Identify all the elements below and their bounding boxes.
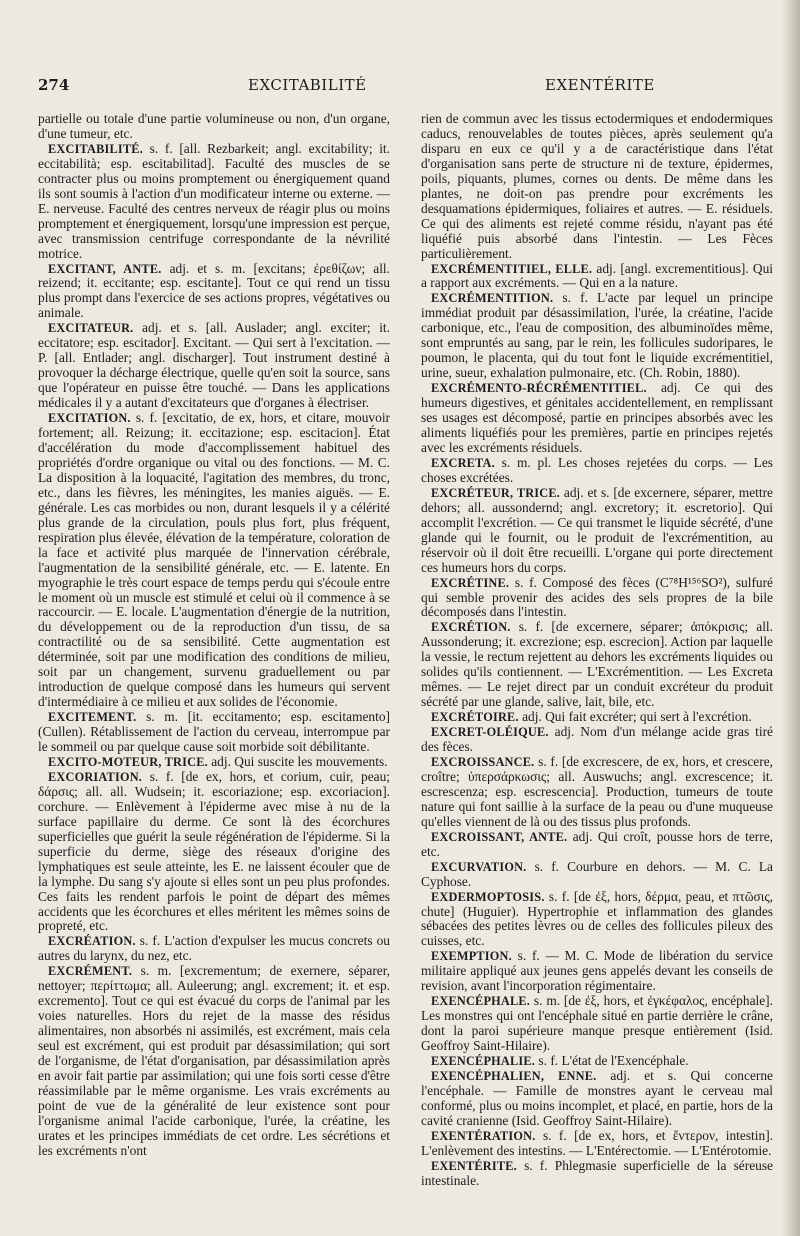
dictionary-entry: [421, 830, 773, 860]
entry-headword: EXCITO-MOTEUR, TRICE.: [48, 754, 208, 769]
entry-definition: s. f. [de excrescere, de ex, hors, et crescere, croître; ὑπερσάρκωσις; all. Auswuchs; angl. excrescence; it. escrescenza; esp. escrescencia]. Production, tumeurs de toute nature qui font saillie à la surface de la peau ou d'une muqueuse qu'elles viennent de là ou des tissus plus profonds.: [421, 753, 773, 829]
entry-definition: s. f. Phlegmasie superficielle de la séreuse intestinale.: [421, 1157, 773, 1188]
entry-definition: adj. et s. [de excernere, séparer, mettre dehors; all. aussondernd; angl. excretory; it. escretorio]. Qui accomplit l'excrétion. — Ce qui transmet le liquide sécrété, d'une glande qui le fournit, ou le produit de l'excrémentition, au réservoir où il doit être recueilli. L'organe qui porte directement ces humeurs hors du corps.: [421, 484, 773, 575]
entry-definition: s. f. [excitatio, de ex, hors, et citare, mouvoir fortement; all. Reizung; it. eccitazione; esp. escitacion]. État d'accélération du mode d'accomplissement habituel des propriétés d'ordre organique ou vital ou des fonctions. — M. C. La disposition à la loquacité, l'agitation des membres, du tronc, etc., dans les fièvres, les méningites, les manies aiguës. — E. générale. Les cas morbides ou non, durant lesquels il y a célérité plus grande de la circulation, pouls plus fort, plus fréquent, respiration plus élevée, élévation de la température, coloration de la face et activité plus marquée de l'innervation cérébrale, l'augmentation de la sensibilité générale, etc. — E. latente. En myographie le très court espace de temps perdu qui s'écoule entre le moment où un muscle est stimulé et celui où il commence à se raccourcir. — E. locale. L'augmentation d'énergie de la nutrition, du développement ou de la reproduction d'un tissu, de sa contractilité ou de sa sensibilité. Cette augmentation est déterminée, soit par une modification des conditions de milieu, soit par un changement, survenu graduellement ou par introduction de quelque composé dans les humeurs qui servent d'intermédiaire à ce milieu et aux solides de l'économie.: [38, 410, 390, 710]
entry-headword: EXENTÉRATION.: [431, 1128, 536, 1143]
dictionary-entry: [38, 411, 390, 710]
entry-definition: s. f. [de ex, hors, et ἔντερον, intestin]. L'enlèvement des intestins. — L'Entérectomie. — L'Entérotomie.: [421, 1127, 773, 1158]
entry-headword: EXCITATEUR.: [48, 321, 134, 336]
entry-definition: partielle ou totale d'une partie volumineuse ou non, d'un organe, d'une tumeur, etc.: [38, 112, 390, 141]
dictionary-entry: [421, 1129, 773, 1159]
dictionary-entry: [421, 620, 773, 710]
entry-headword: EXCITANT, ANTE.: [48, 261, 162, 276]
entry-headword: EXCROISSANCE.: [431, 754, 535, 769]
entry-headword: EXCURVATION.: [431, 859, 527, 874]
entry-definition: s. m. pl. Les choses rejetées du corps. — Les choses excrétées.: [421, 454, 773, 485]
dictionary-entry: [421, 890, 773, 950]
entry-headword: EXCRÉMENT.: [48, 964, 133, 979]
entry-headword: EXCITEMENT.: [48, 710, 137, 725]
running-head-left: EXCITABILITÉ: [248, 76, 367, 94]
entry-headword: EXCRÉATION.: [48, 934, 136, 949]
entry-headword: EXCRÉMENTITIEL, ELLE.: [431, 261, 593, 276]
text-columns: [38, 112, 778, 1207]
entry-headword: EXENCÉPHALIEN, ENNE.: [431, 1069, 597, 1083]
dictionary-entry: [421, 576, 773, 621]
dictionary-entry: [421, 755, 773, 830]
entry-definition: s. f. [all. Rezbarkeit; angl. excitability; it. eccitabilità; esp. escitabilitad]. Faculté des muscles de se contracter plus ou moins promptement ou énergiquement quand ils sont soumis à l'action d'un modificateur interne ou externe. — E. nerveuse. Faculté des centres nerveux de réagir plus ou moins promptement et énergiquement, lorsqu'une impression est perçue, avec transmission centrifuge correspondante de la névrilité motrice.: [38, 140, 390, 261]
dictionary-entry: [421, 949, 773, 994]
entry-definition: s. f. L'action d'expulser les mucus concrets ou autres du larynx, du nez, etc.: [38, 933, 390, 964]
entry-definition: s. m. [excrementum; de exernere, séparer, nettoyer; περίττωμα; all. Auleerung; angl. excrement; it. et esp. excremento]. Tout ce qui est évacué du corps de l'animal par les voies naturelles. Hors du rejet de la masse des résidus alimentaires, non absorbés ni assimilés, est excrément, mais cela seul est excrément, qui est produit par désassimilation; qui sort de l'organisme, de l'état d'organisation, par désassimilation après en avoir fait partie par assimilation; qui une fois sorti cesse d'être réassimilable par le même organisme. Les vrais excréments au point de vue de la généralité de leur existence sont pour l'organisme animal l'acide carbonique, l'urée, la créatine, les urates et les principes immédiats de cet ordre. Les sécrétions et les excréments n'ont: [38, 963, 390, 1158]
entry-definition: adj. Qui fait excréter; qui sert à l'excrétion.: [518, 709, 752, 725]
entry-headword: EXCRETA.: [431, 455, 495, 470]
entry-headword: EXCRET-OLÉIQUE.: [431, 725, 549, 740]
entry-headword: EXENTÉRITE.: [431, 1158, 517, 1173]
page-number: 274: [38, 76, 70, 94]
entry-definition: adj. et s. Qui concerne l'encéphale. — Famille de monstres ayant le cerveau mal conformé, plus ou moins incomplet, et placé, en partie, hors de la cavité cranienne (Isid. Geoffroy Saint-Hilaire).: [421, 1068, 773, 1128]
dictionary-entry: [421, 486, 773, 576]
dictionary-entry: [38, 934, 390, 964]
entry-definition: s. f. [de excernere, séparer; ἀπόκρισις; all. Aussonderung; it. excrezione; esp. escrecion]. Action par laquelle la vessie, le rectum rejettent au dehors les excréments liquides ou solides qu'ils contiennent. — L'Excrémentition. — Les Excreta mêmes. — Le rejet direct par un conduit excréteur du produit sécrété par une glande, salive, lait, bile, etc.: [421, 619, 773, 710]
entry-definition: s. f. Composé des fèces (C⁷⁸H¹⁵⁶SO²), sulfuré qui semble provenir des acides des sels propres de la bile décomposés dans l'intestin.: [421, 574, 773, 620]
entry-definition: adj. Ce qui des humeurs digestives, et génitales accidentellement, en remplissant ses usages est décomposé, partie en principes absorbés avec les aliments liquéfiés pour les premières, partie en principes rejetés avec les excréments résiduels.: [421, 380, 773, 455]
dictionary-entry: [38, 142, 390, 262]
entry-headword: EXCRÉTION.: [431, 620, 511, 635]
entry-definition: s. m. [it. eccitamento; esp. escitamento] (Cullen). Rétablissement de l'action du cerveau, interrompue par le sommeil ou par quelque cause soit morbide soit débilitante.: [38, 709, 390, 755]
entry-definition: adj. Nom d'un mélange acide gras tiré des fèces.: [421, 724, 773, 755]
entry-headword: EXCRÉTOIRE.: [431, 710, 519, 725]
dictionary-entry: [38, 262, 390, 322]
dictionary-entry: [38, 710, 390, 755]
dictionary-entry: [421, 1054, 773, 1069]
entry-definition: adj. [angl. excrementitious]. Qui a rapport aux excréments. — Qui en a la nature.: [421, 260, 773, 291]
dictionary-entry: [421, 710, 773, 725]
entry-headword: EXCRÉTEUR, TRICE.: [431, 485, 561, 500]
entry-definition: adj. Qui suscite les mouvements.: [207, 753, 388, 769]
left-column: [38, 112, 390, 1207]
entry-headword: EXENCÉPHALIE.: [431, 1054, 536, 1069]
dictionary-entry: [421, 1069, 773, 1129]
dictionary-entry: [421, 112, 773, 262]
entry-definition: s. f. — M. C. Mode de libération du service militaire appliqué aux jeunes gens appelés devant les conseils de revision, avant l'incorporation régimentaire.: [421, 948, 773, 994]
entry-headword: EXCITATION.: [48, 411, 131, 426]
entry-definition: adj. Qui croît, pousse hors de terre, etc.: [421, 828, 773, 859]
entry-headword: EXDERMOPTOSIS.: [431, 889, 545, 904]
page-header: [38, 76, 773, 102]
dictionary-entry: [38, 112, 390, 142]
dictionary-entry: [421, 291, 773, 381]
entry-definition: s. f. [de ex, hors, et corium, cuir, peau; δάρσις; all. all. Wudsein; it. escoriazione; esp. excoriacion]. corchure. — Enlèvement à l'épiderme avec mise à nu de la surface papillaire du derme. Ce sont là des écorchures superficielles que guérit la seule régénération de l'épiderme. Si la superficie du derme, siège des réseaux d'origine des lymphatiques est seule atteinte, les E. ne laissent écouler que de la lymphe. Du sang s'y ajoute si elles sont un peu plus profondes. Ces faits les rendent parfois le point de départ des mêmes accidents que les écorchures et elles méritent les mêmes soins de propreté, etc.: [38, 768, 390, 934]
entry-definition: s. f. [de ἐξ, hors, δέρμα, peau, et πτῶσις, chute] (Huguier). Hypertrophie et inflammation des glandes sébacées des petites lèvres ou de celles des follicules pileux des cuisses, etc.: [421, 888, 773, 949]
running-head-right: EXENTÉRITE: [545, 76, 655, 94]
entry-headword: EXEMPTION.: [431, 949, 512, 964]
entry-headword: EXCRÉMENTITION.: [431, 291, 554, 306]
entry-headword: EXCITABILITÉ.: [48, 141, 143, 156]
entry-headword: EXCORIATION.: [48, 769, 143, 784]
page-edge-shadow: [782, 0, 800, 1236]
dictionary-entry: [421, 381, 773, 456]
dictionary-entry: [38, 321, 390, 411]
entry-definition: s. f. L'état de l'Exencéphale.: [535, 1053, 689, 1069]
entry-definition: rien de commun avec les tissus ectodermiques et endodermiques caducs, renouvelables de toutes pièces, après seulement qu'a disparu en eux ce qu'il y a de caractéristique dans l'état d'organisation sans perte de structure ni de texture, épidermes, poils, piquants, plumes, cornes ou dents. De même dans les plantes, ne doit-on pas prendre pour excréments les desquamations épidermiques, foliaires et autres. — E. résiduels. Ce qui des aliments est rejeté comme résidu, n'ayant pas été liquéfié puis absorbé dans l'intestin. — Les Fèces particulièrement.: [421, 112, 773, 261]
entry-headword: EXCROISSANT, ANTE.: [431, 829, 568, 844]
entry-definition: s. f. Courbure en dehors. — M. C. La Cyphose.: [421, 858, 773, 889]
dictionary-entry: [421, 725, 773, 755]
dictionary-entry: [38, 964, 390, 1158]
dictionary-entry: [421, 456, 773, 486]
entry-definition: s. f. L'acte par lequel un principe immédiat produit par désassimilation, l'urée, la créatine, l'acide carbonique, etc., l'eau de composition, des albuminoïdes même, sont empruntés au sang, par le rein, les follicules sudoripares, le poumon, le placenta, qui du tout font le liquide excrémentitiel, urine, sueur, exhalation pulmonaire, etc. (Ch. Robin, 1880).: [421, 290, 773, 381]
entry-headword: EXCRÉMENTO-RÉCRÉMENTITIEL.: [431, 381, 647, 396]
dictionary-entry: [421, 1159, 773, 1189]
dictionary-entry: [421, 994, 773, 1054]
entry-headword: EXCRÉTINE.: [431, 575, 510, 590]
entry-headword: EXENCÉPHALE.: [431, 994, 531, 1009]
dictionary-entry: [38, 755, 390, 770]
entry-definition: adj. et s. [all. Auslader; angl. exciter; it. eccitatore; esp. escitador]. Excitant. — Qui sert à l'excitation. — P. [all. Entlader; angl. discharger]. Tout instrument destiné à provoquer la décharge électrique, quelle qu'en soit la source, sans que l'opérateur en puisse être touché. — Dans les applications médicales il y a autant d'excitateurs que d'organes à électriser.: [38, 320, 390, 411]
right-column: [421, 112, 773, 1207]
dictionary-entry: [421, 860, 773, 890]
entry-definition: s. m. [de ἐξ, hors, et ἐγκέφαλος, encéphale]. Les monstres qui ont l'encéphale situé en partie derrière le crâne, dont la paroi supérieure manque presque entièrement (Isid. Geoffroy Saint-Hilaire).: [421, 993, 773, 1054]
dictionary-entry: [38, 770, 390, 934]
dictionary-entry: [421, 262, 773, 292]
entry-definition: adj. et s. m. [excitans; ἐρεθίζων; all. reizend; it. eccitante; esp. escitante]. Tout ce qui rend un tissu plus prompt dans l'exercice de ses actions propres, végétatives ou animale.: [38, 260, 390, 321]
